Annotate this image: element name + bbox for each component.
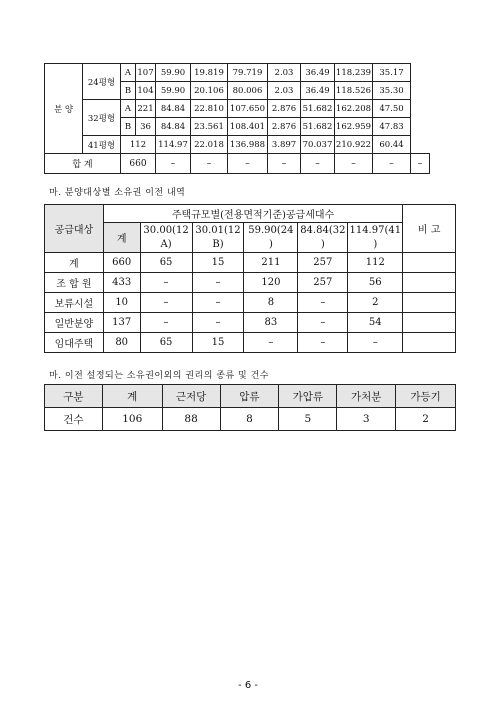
size-column-header: 84.84(32 ) [298,223,348,253]
row-label: 계 [45,253,104,273]
table-cell: 660 [103,253,140,273]
row-label: 조 합 원 [45,273,104,293]
table-cell: 2 [348,293,403,313]
column-header: 가처분 [337,385,396,408]
table-cell: 257 [298,273,348,293]
table-cell: A [121,64,136,82]
table-cell: – [411,154,430,174]
table-cell: 88 [162,408,220,431]
table-cell: B [121,118,136,136]
table-cell: 8 [220,408,279,431]
table-header-row [45,385,456,408]
table-cell: – [140,273,192,293]
table-cell: 136.988 [228,136,268,154]
table-cell: – [191,154,228,174]
table-cell: – [298,293,348,313]
total-label: 합 계 [45,154,121,174]
table-cell: – [140,293,192,313]
table-cell: 54 [348,313,403,333]
table-cell: 47.50 [373,100,411,118]
table-cell: 137 [103,313,140,333]
table-cell: – [298,333,348,353]
size-column-header: 114.97(41 ) [348,223,403,253]
column-header: 가압류 [279,385,337,408]
table-cell: 118.239 [335,64,373,82]
table-cell: 108.401 [228,118,268,136]
table-cell: 20.106 [191,82,228,100]
table-cell: 36 [136,118,156,136]
table-cell: 22.018 [191,136,228,154]
table-cell: 3 [337,408,396,431]
table-cell: 2.876 [268,118,301,136]
table-row [45,293,456,313]
table-cell: – [298,313,348,333]
table-cell: 15 [192,333,244,353]
table-cell: 2.03 [268,82,301,100]
table-cell: 23.561 [191,118,228,136]
size-column-header: 30.01(12 B) [192,223,244,253]
table-row [45,333,456,353]
table-cell: 36.49 [301,64,335,82]
table-cell [403,293,456,313]
table-cell: – [373,154,411,174]
table-header-row [45,205,456,223]
table-cell: 8 [244,293,298,313]
table-cell: 84.84 [156,100,191,118]
table-cell: – [192,273,244,293]
size-column-header: 30.00(12 A) [140,223,192,253]
table-cell: – [348,333,403,353]
row-label: 임대주택 [45,333,104,353]
table-cell: – [301,154,335,174]
table-cell: 660 [121,154,156,174]
table-cell: 80 [103,333,140,353]
table-cell: – [228,154,268,174]
total-row [45,154,430,174]
area-breakdown-table [44,63,430,174]
table-cell: 83 [244,313,298,333]
size-group-header: 주택규모별(전용면적기준)공급세대수 [103,205,402,223]
table-cell: 65 [140,333,192,353]
table-cell: 60.44 [373,136,411,154]
section-title: 마. 분양대상별 소유권 이전 내역 [49,188,186,198]
row-label: 보류시설 [45,293,104,313]
table-cell [403,253,456,273]
table-cell: 5 [279,408,337,431]
table-cell: 79.719 [228,64,268,82]
section-title: 마. 이전 설정되는 소유권이외의 권리의 종류 및 건수 [49,371,269,381]
table-cell: 3.897 [268,136,301,154]
table-cell: 84.84 [156,118,191,136]
total-column-header: 계 [103,223,140,253]
table-cell: 47.83 [373,118,411,136]
table-cell: 2.876 [268,100,301,118]
column-header: 구분 [45,385,103,408]
table-cell: 22.810 [191,100,228,118]
table-cell: 35.30 [373,82,411,100]
table-cell: – [156,154,191,174]
table-cell: 70.037 [301,136,335,154]
table-row [45,408,456,431]
size-column-header: 59.90(24 ) [244,223,298,253]
table-cell: – [268,154,301,174]
table-cell: 120 [244,273,298,293]
table-cell: 35.17 [373,64,411,82]
table-cell: 107.650 [228,100,268,118]
table-cell: 162.208 [335,100,373,118]
size-label: 32평형 [83,100,121,136]
table-cell: 65 [140,253,192,273]
table-row [45,273,456,293]
table-cell: 433 [103,273,140,293]
column-header: 가등기 [396,385,456,408]
table-cell: 59.90 [156,64,191,82]
column-header: 근저당 [162,385,220,408]
table-cell: 56 [348,273,403,293]
table-cell: 19.819 [191,64,228,82]
size-label: 24평형 [83,64,121,100]
row-label-sale: 분 양 [45,64,83,154]
table-cell: 10 [103,293,140,313]
table-cell: 221 [136,100,156,118]
table-cell [403,313,456,333]
table-cell: – [335,154,373,174]
table-cell [403,273,456,293]
column-header: 압류 [220,385,279,408]
table-row [45,313,456,333]
column-header: 계 [102,385,162,408]
table-cell: 107 [136,64,156,82]
transfer-by-target-table [44,204,456,353]
row-label: 건수 [45,408,103,431]
table-cell: 15 [192,253,244,273]
table-cell: 118.526 [335,82,373,100]
table-cell: 104 [136,82,156,100]
row-label: 일반분양 [45,313,104,333]
table-cell: 51.682 [301,100,335,118]
table-cell: – [192,293,244,313]
table-cell: 36.49 [301,82,335,100]
table-cell: 211 [244,253,298,273]
table-cell: 2 [396,408,456,431]
size-label: 41평형 [83,136,121,154]
table-cell [403,333,456,353]
table-cell: 80.006 [228,82,268,100]
table-row [45,253,456,273]
table-cell: – [192,313,244,333]
table-cell: A [121,100,136,118]
supply-target-header: 공급대상 [45,205,104,253]
table-cell: 106 [102,408,162,431]
table-row [45,136,430,154]
table-cell: 2.03 [268,64,301,82]
table-cell: – [244,333,298,353]
table-header-row [45,223,456,253]
table-cell: – [140,313,192,333]
page-number: - 6 - [238,680,258,691]
table-cell: 59.90 [156,82,191,100]
table-cell: 257 [298,253,348,273]
table-row [45,100,430,118]
table-cell: 51.682 [301,118,335,136]
table-cell: 112 [121,136,156,154]
table-row [45,64,430,82]
table-cell: 162.959 [335,118,373,136]
table-cell: B [121,82,136,100]
table-cell: 114.97 [156,136,191,154]
table-cell: 210.922 [335,136,373,154]
rights-count-table [44,384,456,431]
remark-header: 비 고 [403,205,456,253]
table-cell: 112 [348,253,403,273]
